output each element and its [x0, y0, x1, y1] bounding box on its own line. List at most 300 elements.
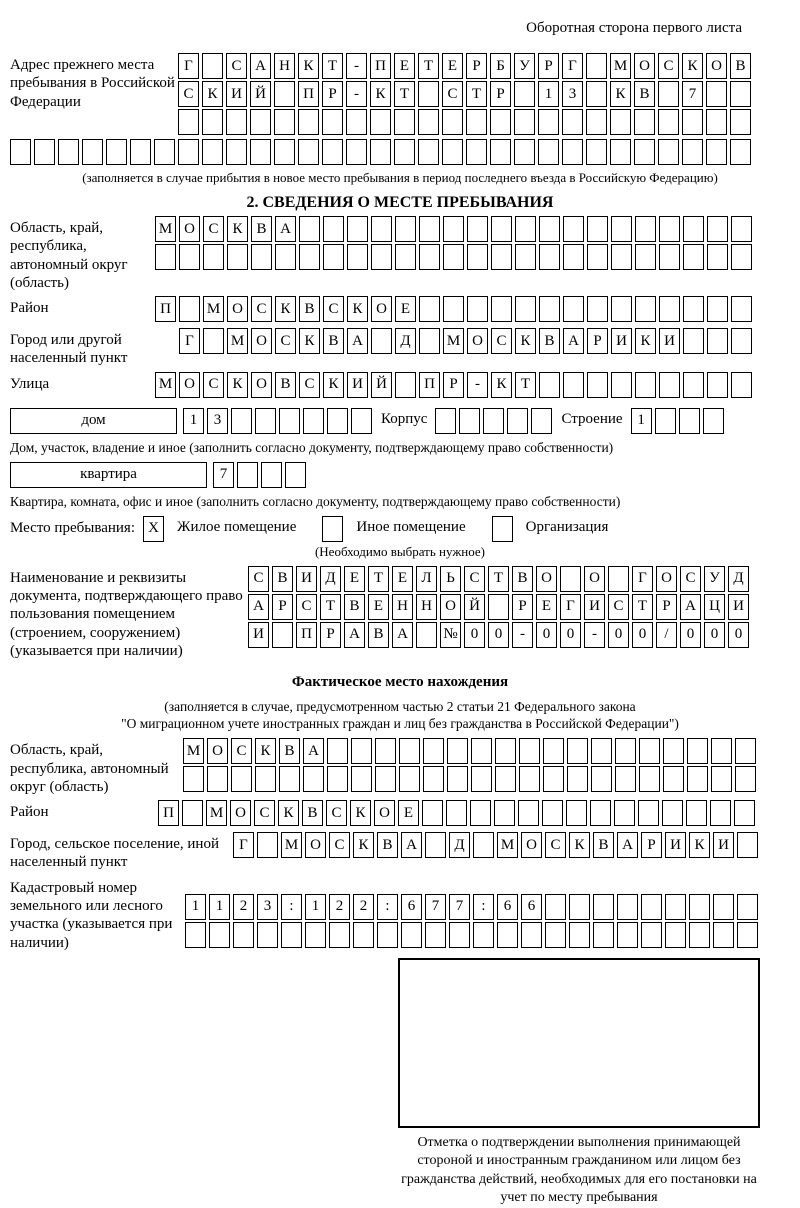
char-box	[395, 372, 416, 398]
char-box: Р	[466, 53, 487, 79]
char-box	[58, 139, 79, 165]
korpus-label: Корпус	[381, 410, 428, 427]
char-box	[731, 296, 752, 322]
char-box: У	[514, 53, 535, 79]
char-box	[182, 800, 203, 826]
char-box	[209, 922, 230, 948]
char-box	[419, 296, 440, 322]
char-box	[202, 53, 223, 79]
char-box	[679, 408, 700, 434]
char-box	[257, 832, 278, 858]
char-box	[566, 800, 587, 826]
char-box	[281, 922, 302, 948]
char-box: А	[347, 328, 368, 354]
char-box: В	[272, 566, 293, 592]
char-box	[639, 738, 660, 764]
char-box	[488, 594, 509, 620]
char-box: Р	[512, 594, 533, 620]
char-box: М	[443, 328, 464, 354]
char-box: О	[440, 594, 461, 620]
char-box	[710, 800, 731, 826]
char-box: О	[584, 566, 605, 592]
char-box: К	[299, 328, 320, 354]
char-box	[203, 328, 224, 354]
char-box: 3	[562, 81, 583, 107]
district-block	[10, 296, 790, 324]
char-box	[682, 109, 703, 135]
document-row-2	[248, 594, 752, 620]
char-box	[394, 139, 415, 165]
char-box: О	[706, 53, 727, 79]
char-box: 0	[464, 622, 485, 648]
char-box	[683, 372, 704, 398]
char-box	[567, 738, 588, 764]
char-box	[327, 738, 348, 764]
char-box	[665, 922, 686, 948]
char-box	[737, 894, 758, 920]
char-box	[707, 296, 728, 322]
char-box: С	[545, 832, 566, 858]
street-label: Улица	[10, 375, 50, 392]
char-box	[178, 109, 199, 135]
char-box: О	[467, 328, 488, 354]
char-box	[662, 800, 683, 826]
char-box	[634, 109, 655, 135]
char-box: 7	[449, 894, 470, 920]
char-box	[683, 216, 704, 242]
char-box	[130, 139, 151, 165]
char-box	[203, 244, 224, 270]
char-box: К	[491, 372, 512, 398]
city-label: Город или другой населенный пункт	[10, 332, 128, 367]
char-box	[466, 109, 487, 135]
char-box: Т	[320, 594, 341, 620]
char-box	[663, 766, 684, 792]
section3-title: Фактическое место нахождения	[291, 674, 509, 691]
char-box: И	[296, 566, 317, 592]
char-box	[734, 800, 755, 826]
char-box	[665, 894, 686, 920]
char-box	[608, 566, 629, 592]
char-box: А	[401, 832, 422, 858]
char-box: О	[179, 372, 200, 398]
actual-region-label: Область, край, республика, автономный округ (область)	[10, 742, 169, 795]
char-box: 1	[209, 894, 230, 920]
char-box	[514, 81, 535, 107]
char-box	[659, 296, 680, 322]
char-box	[466, 139, 487, 165]
char-box	[707, 216, 728, 242]
char-box	[179, 244, 200, 270]
char-box: Е	[394, 53, 415, 79]
char-box: 0	[608, 622, 629, 648]
actual-district-block	[10, 800, 790, 828]
char-box: К	[278, 800, 299, 826]
char-box	[483, 408, 504, 434]
char-box: Й	[464, 594, 485, 620]
char-box	[706, 81, 727, 107]
char-box	[274, 139, 295, 165]
char-box	[34, 139, 55, 165]
char-box: Г	[562, 53, 583, 79]
char-box	[490, 109, 511, 135]
char-box: В	[730, 53, 751, 79]
char-box	[471, 766, 492, 792]
char-box	[419, 216, 440, 242]
char-box: К	[689, 832, 710, 858]
char-box: В	[512, 566, 533, 592]
char-box: Й	[250, 81, 271, 107]
char-box	[706, 109, 727, 135]
char-box	[635, 216, 656, 242]
char-box: В	[299, 296, 320, 322]
char-box	[615, 766, 636, 792]
char-box	[491, 296, 512, 322]
char-box	[563, 372, 584, 398]
char-box: Й	[371, 372, 392, 398]
char-box: С	[680, 566, 701, 592]
char-box	[257, 922, 278, 948]
char-box	[327, 408, 348, 434]
char-box: Р	[490, 81, 511, 107]
char-box: С	[254, 800, 275, 826]
char-box	[737, 832, 758, 858]
char-box	[394, 109, 415, 135]
char-box: 0	[728, 622, 749, 648]
char-box	[687, 738, 708, 764]
char-box	[446, 800, 467, 826]
char-box: К	[347, 296, 368, 322]
char-box: Е	[395, 296, 416, 322]
char-box	[731, 216, 752, 242]
char-box	[519, 738, 540, 764]
char-box: Е	[392, 566, 413, 592]
stay-type-label: Место пребывания:	[10, 519, 135, 536]
region-label: Область, край, республика, автономный округ (область)	[10, 220, 128, 291]
char-box	[327, 766, 348, 792]
cadastre-row-2	[185, 922, 761, 948]
char-box: Д	[449, 832, 470, 858]
char-box: Т	[418, 53, 439, 79]
char-box: В	[368, 622, 389, 648]
document-label: Наименование и реквизиты документа, подтверждающего право пользования помещением (строением, сооружением) (указывается при наличии)	[10, 569, 243, 659]
char-box	[202, 109, 223, 135]
char-box	[423, 738, 444, 764]
char-box: И	[728, 594, 749, 620]
char-box: М	[206, 800, 227, 826]
char-box: 3	[207, 408, 228, 434]
char-box	[425, 922, 446, 948]
char-box: И	[659, 328, 680, 354]
char-box	[279, 408, 300, 434]
char-box: К	[569, 832, 590, 858]
char-box	[707, 372, 728, 398]
char-box: С	[275, 328, 296, 354]
section3-note-2: "О миграционном учете иностранных граждан и лиц без гражданства в Российской Федерации")	[121, 716, 679, 732]
char-box	[298, 109, 319, 135]
char-box	[443, 296, 464, 322]
char-box	[730, 139, 751, 165]
char-box	[703, 408, 724, 434]
char-box: К	[227, 216, 248, 242]
char-box: Т	[632, 594, 653, 620]
region-row-1	[155, 216, 755, 242]
char-box: В	[593, 832, 614, 858]
char-box	[399, 738, 420, 764]
char-box	[563, 296, 584, 322]
char-box: Н	[392, 594, 413, 620]
char-box: М	[497, 832, 518, 858]
stay-type-checkbox-residential: X	[143, 516, 164, 542]
char-box: -	[584, 622, 605, 648]
char-box	[422, 800, 443, 826]
char-box: С	[226, 53, 247, 79]
char-box: 1	[305, 894, 326, 920]
char-box: Н	[416, 594, 437, 620]
char-box	[543, 766, 564, 792]
char-box: Р	[538, 53, 559, 79]
char-box: Р	[443, 372, 464, 398]
char-box: 0	[704, 622, 725, 648]
char-box: П	[158, 800, 179, 826]
region-block	[10, 216, 790, 292]
house-block	[10, 408, 790, 436]
char-box: С	[658, 53, 679, 79]
char-box	[279, 766, 300, 792]
char-box: Р	[656, 594, 677, 620]
char-box	[467, 244, 488, 270]
char-box	[591, 738, 612, 764]
char-box	[179, 296, 200, 322]
char-box	[655, 408, 676, 434]
char-box	[563, 216, 584, 242]
section2-title: 2. СВЕДЕНИЯ О МЕСТЕ ПРЕБЫВАНИЯ	[246, 194, 554, 211]
char-box: О	[179, 216, 200, 242]
char-box: М	[227, 328, 248, 354]
char-box: К	[227, 372, 248, 398]
char-box	[447, 738, 468, 764]
char-box	[641, 894, 662, 920]
char-box: Ц	[704, 594, 725, 620]
char-box	[562, 109, 583, 135]
char-box	[347, 216, 368, 242]
char-box: О	[634, 53, 655, 79]
char-box: Е	[536, 594, 557, 620]
char-box	[274, 109, 295, 135]
char-box	[322, 109, 343, 135]
char-box	[425, 832, 446, 858]
char-box: И	[611, 328, 632, 354]
char-box	[233, 922, 254, 948]
char-box: /	[656, 622, 677, 648]
char-box	[713, 894, 734, 920]
char-box: Л	[416, 566, 437, 592]
char-box: П	[370, 53, 391, 79]
char-box: В	[302, 800, 323, 826]
char-box	[322, 139, 343, 165]
actual-city-label: Город, сельское поселение, иной населенный пункт	[10, 836, 219, 871]
char-box	[470, 800, 491, 826]
char-box	[519, 766, 540, 792]
char-box: С	[203, 216, 224, 242]
char-box	[713, 922, 734, 948]
char-box: С	[464, 566, 485, 592]
char-box: О	[536, 566, 557, 592]
char-box: Н	[274, 53, 295, 79]
char-box: 0	[536, 622, 557, 648]
document-row-1	[248, 566, 752, 592]
cadastre-rows	[185, 876, 761, 950]
char-box	[635, 372, 656, 398]
char-box: -	[346, 81, 367, 107]
char-box	[563, 244, 584, 270]
char-box	[615, 738, 636, 764]
previous-address-note: (заполняется в случае прибытия в новое место пребывания в период последнего въезда в Российскую Федерацию)	[82, 170, 718, 185]
char-box: 7	[213, 462, 234, 488]
char-box	[447, 766, 468, 792]
char-box: В	[275, 372, 296, 398]
char-box	[737, 922, 758, 948]
char-box	[641, 922, 662, 948]
char-box	[635, 244, 656, 270]
char-box: К	[255, 738, 276, 764]
char-box: Е	[344, 566, 365, 592]
apartment-row	[213, 462, 309, 488]
char-box: М	[155, 372, 176, 398]
char-box	[346, 139, 367, 165]
char-box	[658, 139, 679, 165]
char-box	[587, 296, 608, 322]
char-box	[659, 372, 680, 398]
actual-district-label: Район	[10, 804, 49, 821]
char-box: В	[251, 216, 272, 242]
char-box: Е	[368, 594, 389, 620]
char-box: 2	[329, 894, 350, 920]
apartment-field-label: квартира	[10, 462, 207, 488]
char-box	[371, 244, 392, 270]
char-box: -	[512, 622, 533, 648]
actual-district-row	[158, 800, 758, 826]
char-box: К	[370, 81, 391, 107]
char-box	[231, 408, 252, 434]
char-box	[351, 738, 372, 764]
char-box: 1	[538, 81, 559, 107]
char-box	[614, 800, 635, 826]
char-box	[687, 766, 708, 792]
char-box	[299, 216, 320, 242]
char-box	[587, 216, 608, 242]
char-box	[347, 244, 368, 270]
char-box: -	[467, 372, 488, 398]
char-box: 2	[353, 894, 374, 920]
char-box	[638, 800, 659, 826]
char-box: М	[183, 738, 204, 764]
char-box: А	[617, 832, 638, 858]
char-box	[467, 216, 488, 242]
char-box: Ь	[440, 566, 461, 592]
char-box: М	[281, 832, 302, 858]
char-box	[419, 328, 440, 354]
char-box: П	[298, 81, 319, 107]
actual-region-block	[10, 738, 790, 796]
char-box: А	[248, 594, 269, 620]
char-box	[611, 372, 632, 398]
char-box	[255, 408, 276, 434]
char-box: Т	[322, 53, 343, 79]
previous-address-block	[10, 53, 790, 137]
char-box	[401, 922, 422, 948]
char-box	[443, 244, 464, 270]
char-box: В	[323, 328, 344, 354]
char-box	[351, 408, 372, 434]
char-box	[371, 328, 392, 354]
char-box	[545, 922, 566, 948]
char-box: 3	[257, 894, 278, 920]
char-box	[611, 244, 632, 270]
char-box	[495, 738, 516, 764]
char-box: А	[563, 328, 584, 354]
char-box	[473, 922, 494, 948]
char-box	[515, 296, 536, 322]
stroenie-label: Строение	[561, 410, 623, 427]
char-box	[416, 622, 437, 648]
char-box: А	[275, 216, 296, 242]
street-row	[155, 372, 755, 398]
char-box: С	[178, 81, 199, 107]
char-box	[658, 81, 679, 107]
char-box: О	[656, 566, 677, 592]
korpus-row	[435, 408, 555, 434]
char-box	[467, 296, 488, 322]
char-box: У	[704, 566, 725, 592]
char-box: О	[371, 296, 392, 322]
char-box	[207, 766, 228, 792]
char-box	[735, 738, 756, 764]
char-box: В	[634, 81, 655, 107]
char-box: И	[584, 594, 605, 620]
char-box: О	[230, 800, 251, 826]
char-box: К	[635, 328, 656, 354]
char-box	[611, 296, 632, 322]
char-box: :	[473, 894, 494, 920]
char-box	[250, 139, 271, 165]
char-box	[730, 109, 751, 135]
char-box	[323, 244, 344, 270]
char-box: К	[353, 832, 374, 858]
stay-type-checkbox-other	[322, 516, 343, 542]
char-box: И	[248, 622, 269, 648]
char-box: О	[207, 738, 228, 764]
char-box: 0	[560, 622, 581, 648]
district-label: Район	[10, 300, 49, 317]
char-box	[515, 244, 536, 270]
char-box: Т	[466, 81, 487, 107]
char-box	[423, 766, 444, 792]
char-box	[10, 139, 31, 165]
char-box: И	[226, 81, 247, 107]
char-box	[711, 738, 732, 764]
char-box	[491, 244, 512, 270]
char-box	[323, 216, 344, 242]
previous-address-label: Адрес прежнего места пребывания в Российской Федерации	[10, 57, 175, 110]
char-box: К	[202, 81, 223, 107]
actual-region-row-2	[183, 766, 759, 792]
char-box: 1	[185, 894, 206, 920]
char-box: С	[326, 800, 347, 826]
char-box	[586, 53, 607, 79]
char-box	[303, 408, 324, 434]
previous-address-row-3	[178, 109, 754, 135]
